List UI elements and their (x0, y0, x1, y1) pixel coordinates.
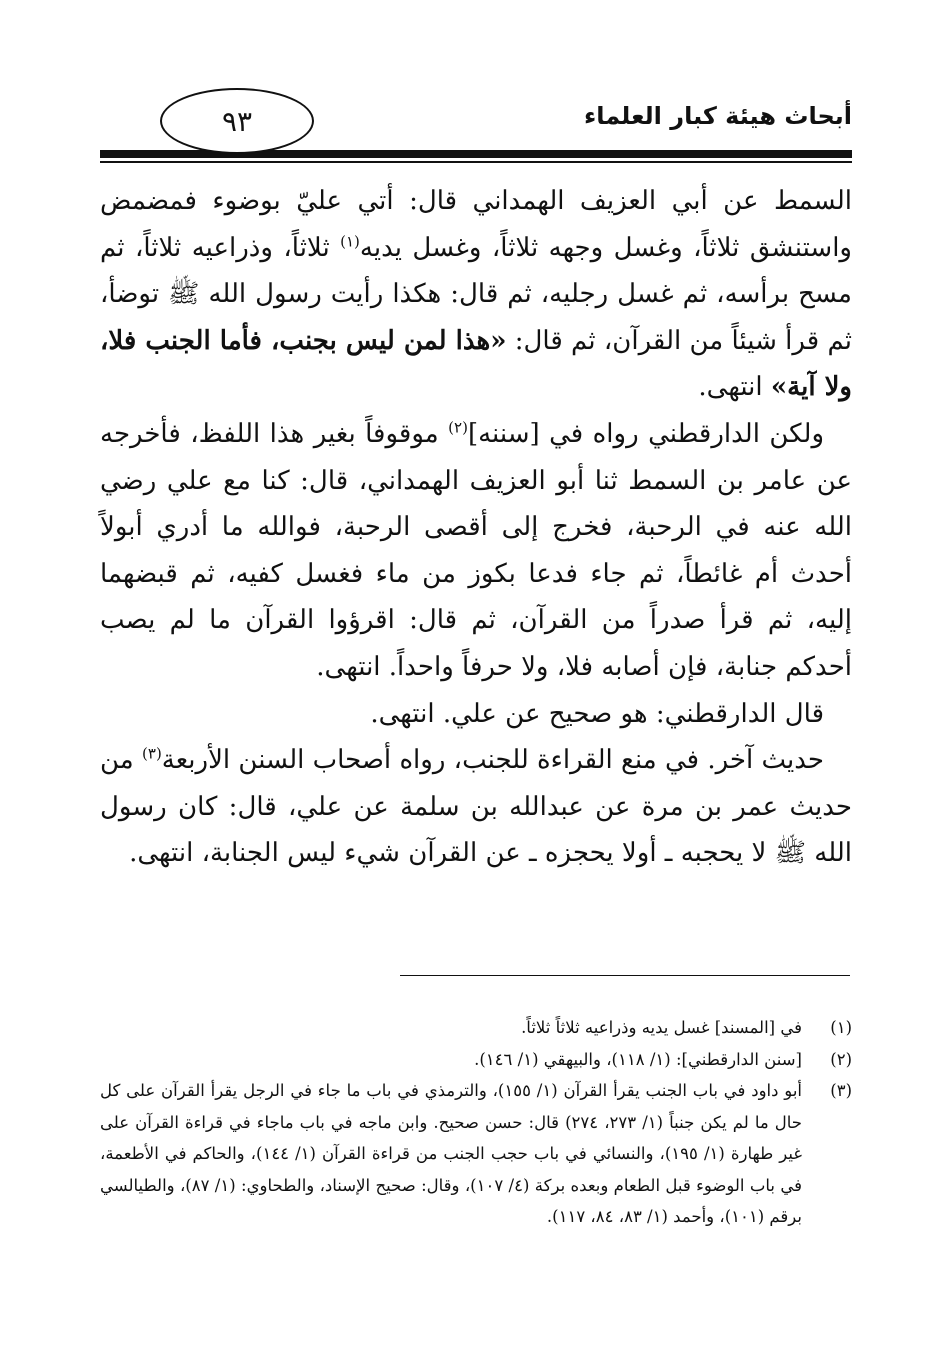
paragraph-1-end: انتهى. (698, 372, 771, 403)
paragraph-2-text-a: ولكن الدارقطني رواه في [سننه] (467, 418, 825, 449)
footnote-3 (100, 1075, 852, 1233)
footnote-ref-1: (١) (340, 231, 360, 250)
footnote-number: (١) (830, 1018, 852, 1037)
paragraph-4-text-b: من حديث عمر بن مرة عن عبدالله بن سلمة عن علي، قال: كان رسول الله ﷺ لا يحجبه ـ أولا يحجزه ـ عن القرآن شيء ليس الجنابة، انتهى. (100, 745, 852, 869)
footnote-ref-2: (٢) (448, 418, 468, 437)
footnote-text: أبو داود في باب الجنب يقرأ القرآن (١/ ١٥٥)، والترمذي في باب ما جاء في الرجل يقرأ القرآن على كل حال ما لم يكن جنباً (١/ ٢٧٣، ٢٧٤) قال: حسن صحيح. وابن ماجه في باب ماجاء في قراءة القرآن على غير طهارة (١/ ١٩٥)، والنسائي في باب حجب الجنب من قراءة القرآن (١/ ١٤٤)، والحاكم في الأطعمة، في باب الوضوء قبل الطعام وبعده بركة (٤/ ١٠٧)، وقال: صحيح الإسناد، والطحاوي: (١/ ٨٧)، والطيالسي برقم (١٠١)، وأحمد (١/ ٨٣، ٨٤، ١١٧). (100, 1081, 803, 1226)
paragraph-4 (100, 737, 852, 877)
hadith-quote: «هذا لمن ليس بجنب، فأما الجنب فلا، ولا آية» (100, 325, 852, 403)
paragraph-2-text-b: موقوفاً بغير هذا اللفظ، فأخرجه عن عامر بن السمط ثنا أبو العزيف الهمداني، قال: كنا مع علي رضي الله عنه في الرحبة، فخرج إلى أقصى الرحبة، فوالله ما أدري أبولاً أحدث أم غائطاً، ثم جاء فدعا بكوز من ماء فغسل كفيه، ثم قبضهما إليه، ثم قرأ صدراً من القرآن، ثم قال: اقرؤوا القرآن ما لم يصب أحدكم جنابة، فإن أصابه فلا، ولا حرفاً واحداً. انتهى. (100, 418, 852, 682)
running-title: أبحاث هيئة كبار العلماء (583, 102, 852, 130)
main-text (100, 178, 852, 877)
paragraph-4-text-a: حديث آخر. في منع القراءة للجنب، رواه أصحاب السنن الأربعة (161, 745, 825, 776)
footnote-text: [سنن الدارقطني]: (١/ ١١٨)، والبيهقي (١/ ١٤٦). (474, 1049, 802, 1069)
footnote-number: (٣) (830, 1081, 852, 1100)
paragraph-1-text-a: السمط عن أبي العزيف الهمداني قال: أتي عليّ بوضوء فمضمض واستنشق ثلاثاً، وغسل وجهه ثلاثاً، وغسل يديه (100, 186, 852, 263)
footnote-ref-3: (٣) (142, 744, 162, 763)
footnote-number: (٢) (830, 1049, 852, 1069)
paragraph-1 (100, 178, 852, 411)
footnote-text: في [المسند] غسل يديه وذراعيه ثلاثاً ثلاثاً. (521, 1018, 802, 1037)
paragraph-3: قال الدارقطني: هو صحيح عن علي. انتهى. (370, 698, 824, 729)
page-number: ٩٣ (160, 88, 314, 154)
page-header (100, 88, 852, 168)
footnotes (100, 1012, 852, 1233)
footnote-1 (100, 1012, 852, 1044)
footnote-2 (100, 1044, 852, 1076)
footnote-divider (400, 975, 850, 976)
paragraph-2 (100, 411, 852, 691)
paragraph-1-text-b: ثلاثاً، وذراعيه ثلاثاً، ثم مسح برأسه، ثم غسل رجليه، ثم قال: هكذا رأيت رسول الله ﷺ توضأ، ثم قرأ شيئاً من القرآن، ثم قال: (100, 232, 852, 356)
header-rule-thin (100, 161, 852, 163)
